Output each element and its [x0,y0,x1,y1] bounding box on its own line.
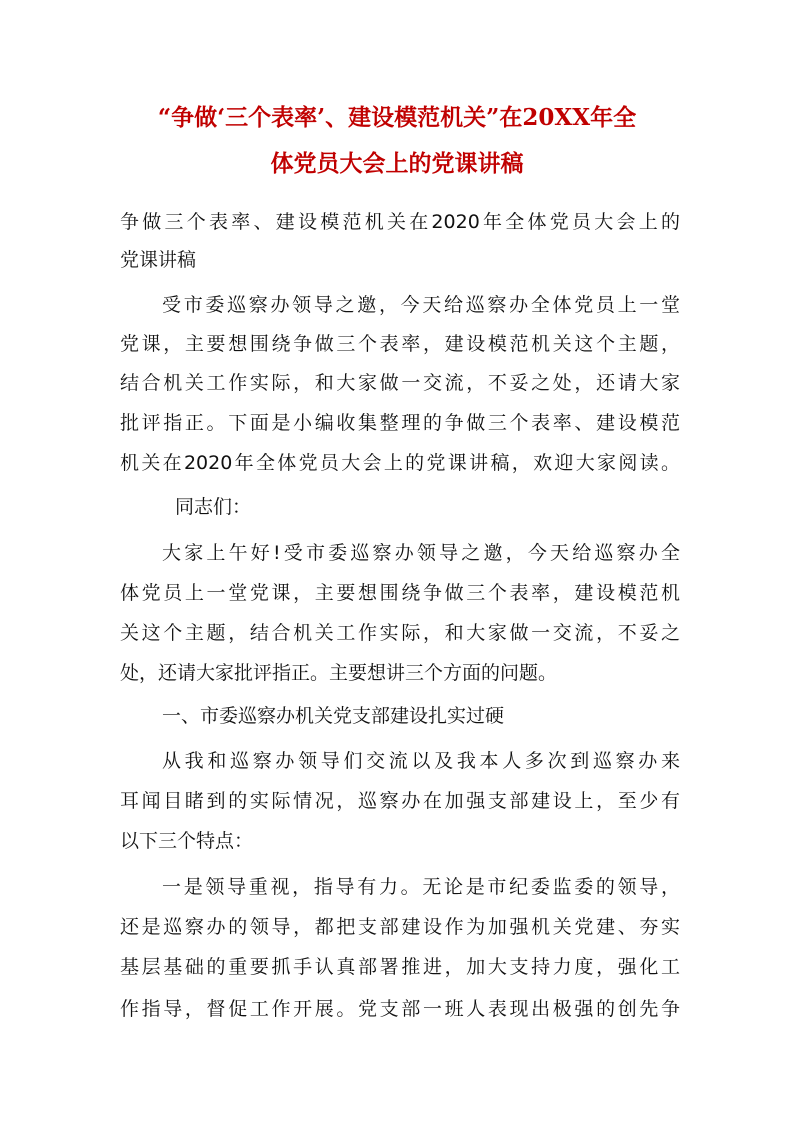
section-heading: 一、市委巡察办机关党支部建设扎实过硬 [162,705,505,727]
salutation: 同志们： [175,496,252,518]
paragraph-line: 以下三个特点： [120,830,254,852]
paragraph-line: 党课，主要想围绕争做三个表率，建设模范机关这个主题， [120,333,680,355]
paragraph-line: 受市委巡察办领导之邀，今天给巡察办全体党员上一堂 [162,294,680,316]
body-line: 争做三个表率、建设模范机关在2020年全体党员大会上的 [120,211,680,233]
paragraph-line: 基层基础的重要抓手认真部署推进，加大支持力度，强化工 [120,956,680,978]
paragraph-line: 从我和巡察办领导们交流以及我本人多次到巡察办来 [162,750,680,772]
paragraph-line: 体党员上一堂党课，主要想围绕争做三个表率，建设模范机 [120,582,680,604]
paragraph-line: 耳闻目睹到的实际情况，巡察办在加强支部建设上，至少有 [120,790,680,812]
paragraph-line: 关这个主题，结合机关工作实际，和大家做一交流，不妥之 [120,622,680,644]
paragraph-line: 作指导，督促工作开展。党支部一班人表现出极强的创先争 [120,998,680,1020]
body-line: 党课讲稿 [120,249,197,271]
paragraph-line: 批评指正。下面是小编收集整理的争做三个表率、建设模范 [120,412,680,434]
paragraph-line: 还是巡察办的领导，都把支部建设作为加强机关党建、夯实 [120,916,680,938]
paragraph-line: 结合机关工作实际，和大家做一交流，不妥之处，还请大家 [120,372,680,394]
paragraph-line: 机关在2020年全体党员大会上的党课讲稿，欢迎大家阅读。 [120,452,680,474]
paragraph-line: 一是领导重视，指导有力。无论是市纪委监委的领导， [162,876,680,898]
paragraph-line: 大家上午好!受市委巡察办领导之邀，今天给巡察办全 [162,542,680,564]
paragraph-line: 处，还请大家批评指正。主要想讲三个方面的问题。 [120,662,558,684]
document-title-line-2: 体党员大会上的党课讲稿 [270,150,524,177]
document-title-line-1: “争做‘三个表率’、建设模范机关”在20XX年全 [157,104,637,131]
